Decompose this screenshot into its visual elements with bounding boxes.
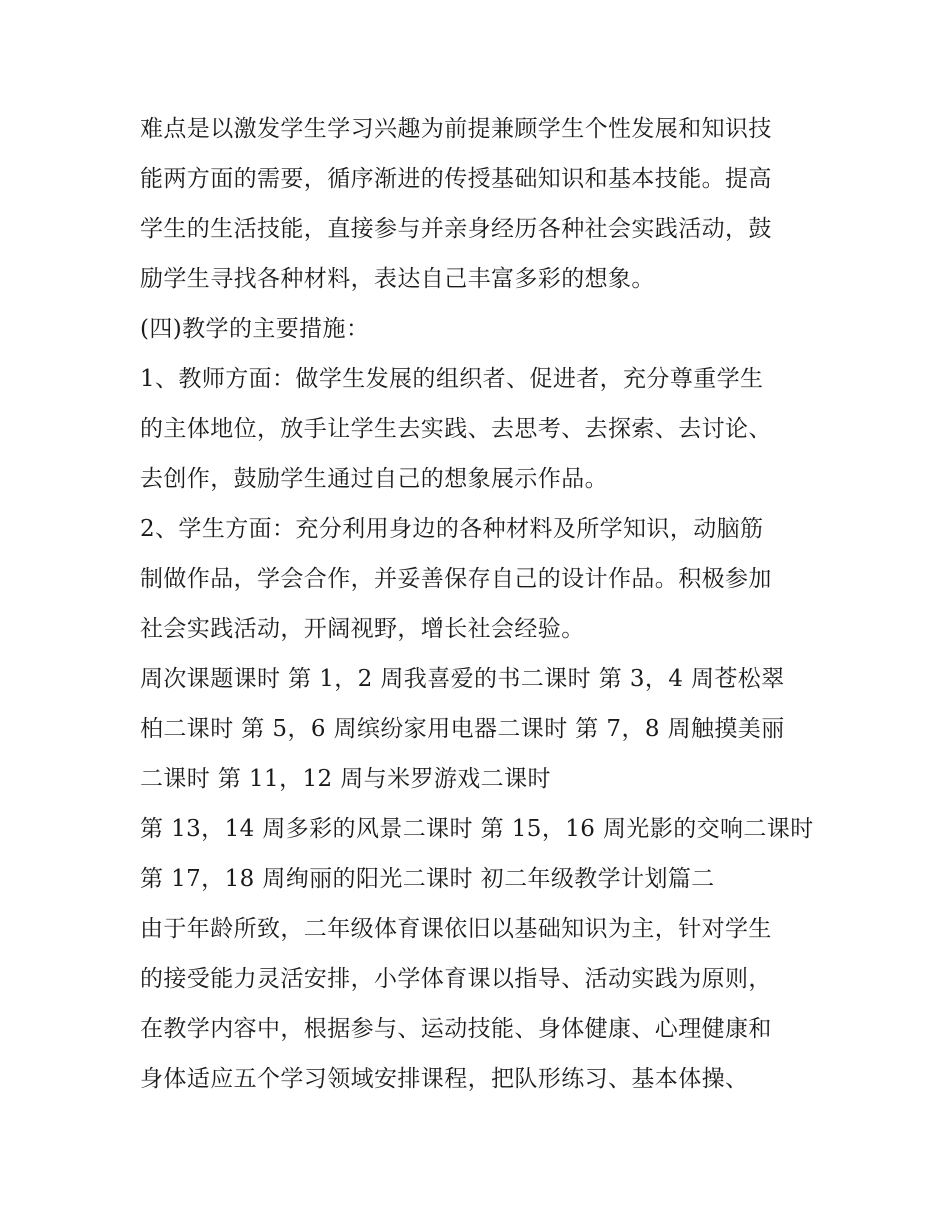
text-line: 能两方面的需要，循序渐进的传授基础知识和基本技能。提高	[140, 166, 772, 192]
text-line: 难点是以激发学生学习兴趣为前提兼顾学生个性发展和知识技	[140, 116, 772, 142]
text-line: 社会实践活动，开阔视野，增长社会经验。	[140, 616, 585, 642]
text-line: 学生的生活技能，直接参与并亲身经历各种社会实践活动，鼓	[140, 216, 772, 242]
text-line: 在教学内容中，根据参与、运动技能、身体健康、心理健康和	[140, 1016, 772, 1042]
section-heading: (四)教学的主要措施：	[140, 316, 370, 342]
text-line: 去创作，鼓励学生通过自己的想象展示作品。	[140, 466, 608, 492]
text-line: 制做作品，学会合作，并妥善保存自己的设计作品。积极参加	[140, 566, 772, 592]
text-line: 柏二课时 第 5，6 周缤纷家用电器二课时 第 7，8 周触摸美丽	[140, 716, 785, 742]
text-line: 由于年龄所致，二年级体育课依旧以基础知识为主，针对学生	[140, 916, 772, 942]
text-line: 1、教师方面：做学生发展的组织者、促进者，充分尊重学生	[140, 366, 764, 392]
text-line: 的接受能力灵活安排，小学体育课以指导、活动实践为原则，	[140, 966, 772, 992]
text-line: 励学生寻找各种材料，表达自己丰富多彩的想象。	[140, 266, 655, 292]
text-line: 第 13，14 周多彩的风景二课时 第 15，16 周光影的交响二课时	[140, 816, 814, 842]
text-line: 二课时 第 11，12 周与米罗游戏二课时	[140, 766, 551, 792]
text-line: 周次课题课时 第 1，2 周我喜爱的书二课时 第 3，4 周苍松翠	[140, 666, 785, 692]
text-line: 2、学生方面：充分利用身边的各种材料及所学知识，动脑筋	[140, 516, 764, 542]
document-body	[140, 104, 820, 1104]
text-line: 身体适应五个学习领域安排课程，把队形练习、基本体操、	[140, 1066, 749, 1092]
text-line: 第 17，18 周绚丽的阳光二课时 初二年级教学计划篇二	[140, 866, 715, 892]
text-line: 的主体地位，放手让学生去实践、去思考、去探索、去讨论、	[140, 416, 772, 442]
